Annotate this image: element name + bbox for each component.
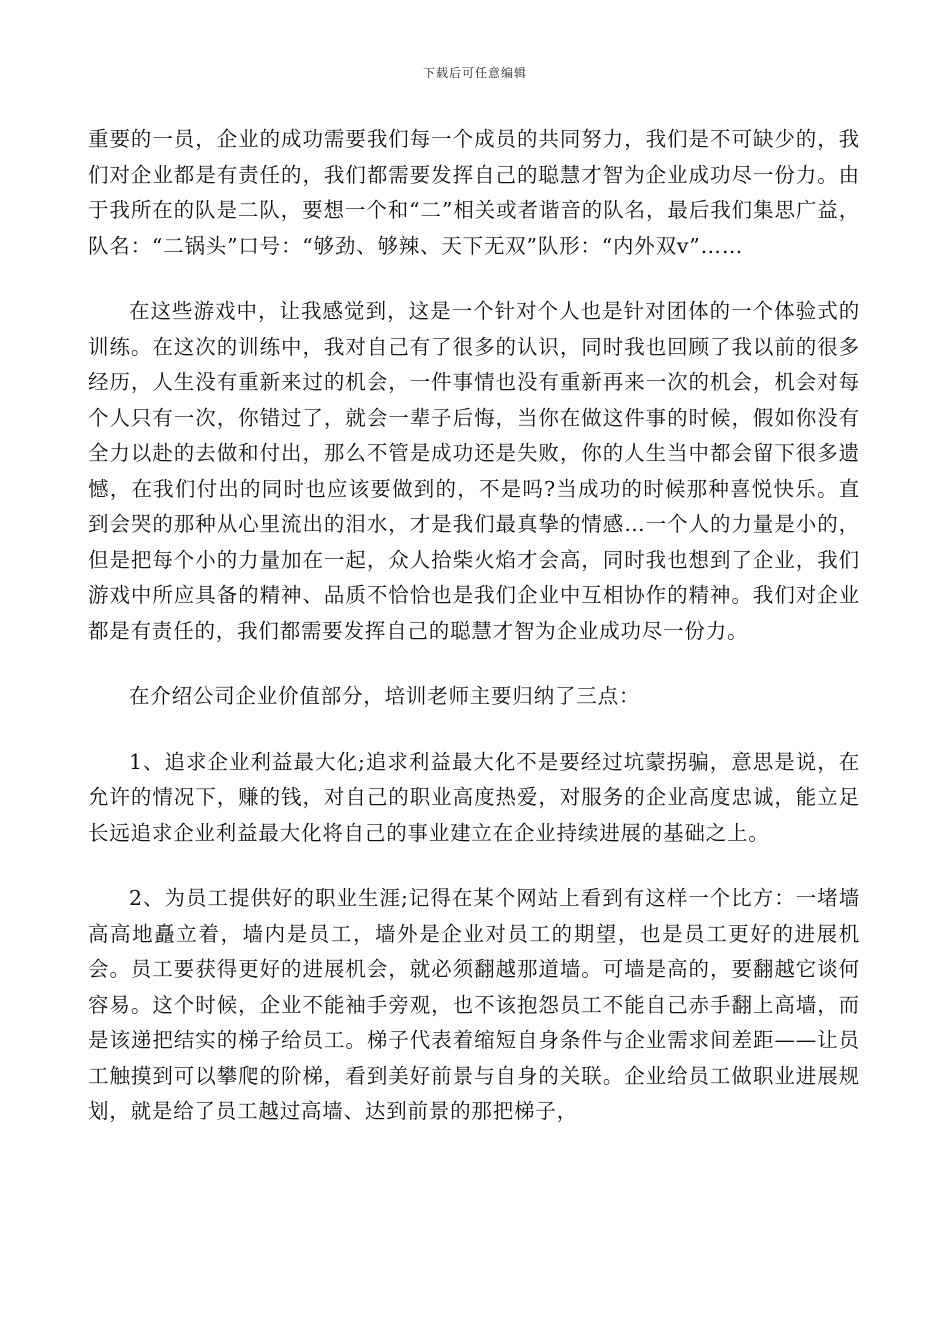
paragraph-value-point-2: 2、为员工提供好的职业生涯;记得在某个网站上看到有这样一个比方：一堵墙高高地矗立着，墙内是员工，墙外是企业对员工的期望，也是员工更好的进展机会。员工要获得更好的进展机会，就必须翻越那道墙。可墙是高的，要翻越它谈何容易。这个时候，企业不能袖手旁观，也不该抱怨员工不能自己赤手翻上高墙，而是该递把结实的梯子给员工。梯子代表着缩短自身条件与企业需求间差距——让员工触摸到可以攀爬的阶梯，看到美好前景与自身的关联。企业给员工做职业进展规划，就是给了员工越过高墙、达到前景的那把梯子，: [88, 886, 860, 1123]
page-header: 下载后可任意编辑: [422, 66, 527, 80]
paragraph-value-point-1: 1、追求企业利益最大化;追求利益最大化不是要经过坑蒙拐骗，意思是说，在允许的情况下，赚的钱，对自己的职业高度热爱，对服务的企业高度忠诚，能立足长远追求企业利益最大化将自己的事业建立在企业持续进展的基础之上。: [88, 749, 860, 845]
paragraph-team-name: 重要的一员，企业的成功需要我们每一个成员的共同努力，我们是不可缺少的，我们对企业都是有责任的，我们都需要发挥自己的聪慧才智为企业成功尽一份力。由于我所在的队是二队，要想一个和“二”相关或者谐音的队名，最后我们集思广益，队名：“二锅头”口号：“够劲、够辣、天下无双”队形：“内外双v”……: [88, 127, 860, 258]
paragraph-company-values-intro: 在介绍公司企业价值部分，培训老师主要归纳了三点：: [129, 684, 641, 708]
document-body: [88, 122, 860, 1160]
paragraph-game-reflection: 在这些游戏中，让我感觉到，这是一个针对个人也是针对团体的一个体验式的训练。在这次的训练中，我对自己有了很多的认识，同时我也回顾了我以前的很多经历，人生没有重新来过的机会，一件事情也没有重新再来一次的机会，机会对每个人只有一次，你错过了，就会一辈子后悔，当你在做这件事的时候，假如你没有全力以赴的去做和付出，那么不管是成功还是失败，你的人生当中都会留下很多遗憾，在我们付出的同时也应该要做到的，不是吗?当成功的时候那种喜悦快乐。直到会哭的那种从心里流出的泪水，才是我们最真挚的情感…一个人的力量是小的，但是把每个小的力量加在一起，众人拾柴火焰才会高，同时我也想到了企业，我们游戏中所应具备的精神、品质不恰恰也是我们企业中互相协作的精神。我们对企业都是有责任的，我们都需要发挥自己的聪慧才智为企业成功尽一份力。: [88, 299, 860, 643]
